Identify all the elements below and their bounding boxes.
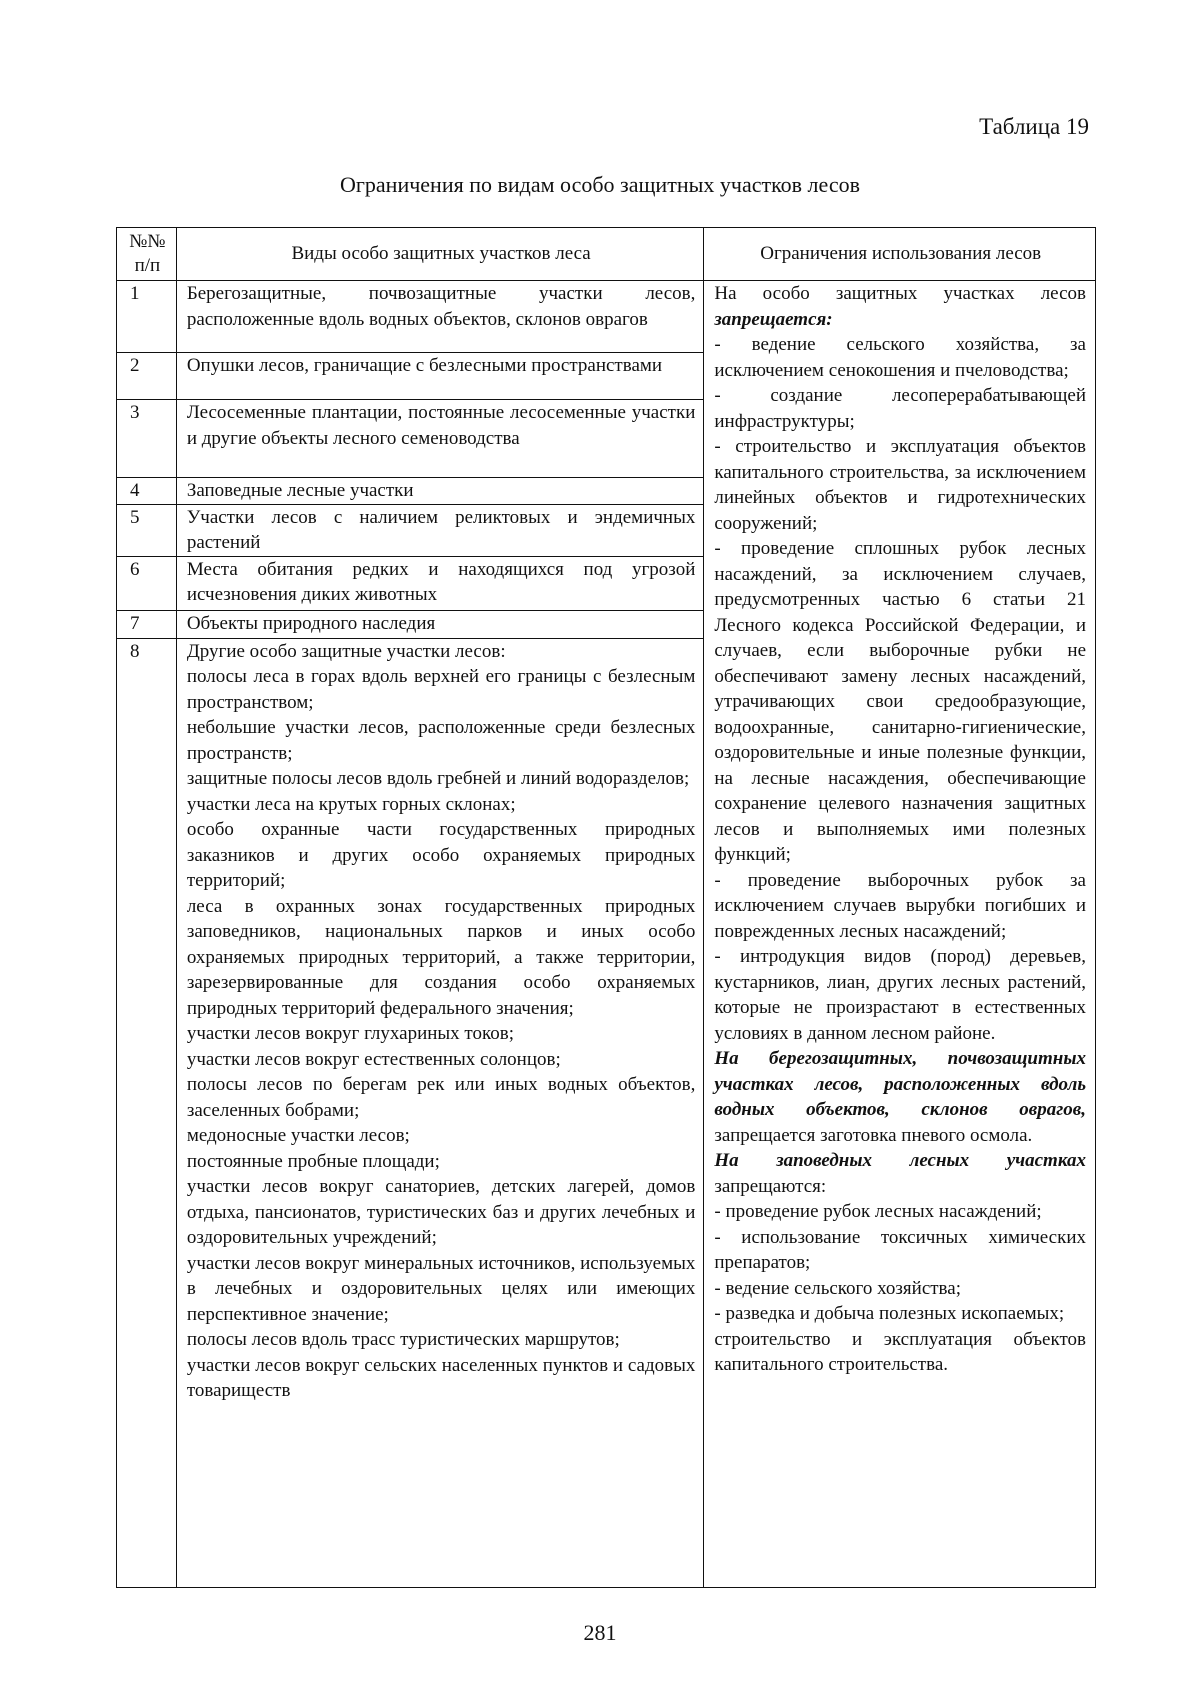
- row-number: 5: [117, 504, 177, 556]
- list-item: небольшие участки лесов, расположенные среди безлесных пространств;: [186, 717, 696, 764]
- row-number: 7: [117, 610, 177, 638]
- restriction-item: - ведение сельского хозяйства, за исключением сенокошения и пчеловодства;: [714, 334, 1086, 381]
- restriction-item: - ведение сельского хозяйства;: [714, 1277, 961, 1299]
- restriction-item: - использование токсичных химических препаратов;: [714, 1226, 1086, 1273]
- row-number: 8: [117, 638, 177, 1588]
- row-type: Берегозащитные, почвозащитные участки лесов, расположенные вдоль водных объектов, склонов оврагов: [176, 281, 704, 353]
- header-number: №№ п/п: [117, 228, 177, 281]
- list-item: участки леса на крутых горных склонах;: [186, 793, 516, 815]
- bank-restriction: На берегозащитных, почвозащитных участках лесов, расположенных вдоль водных объектов, склонов оврагов, запрещается заготовка пневого осмола.: [714, 1048, 1086, 1146]
- reserve-restriction: На заповедных лесных участках запрещаются:: [714, 1150, 1086, 1197]
- list-item: участки лесов вокруг глухариных токов;: [186, 1023, 515, 1044]
- table-caption: Таблица 19: [979, 114, 1089, 139]
- list-item: медоносные участки лесов;: [186, 1125, 410, 1146]
- row-type: Заповедные лесные участки: [176, 478, 704, 505]
- row-number: 2: [117, 353, 177, 400]
- table-header-row: [117, 228, 1096, 281]
- restriction-item: - разведка и добыча полезных ископаемых;: [714, 1303, 1065, 1324]
- reserve-heading: На заповедных лесных участках: [714, 1150, 1086, 1171]
- row-number: 1: [117, 281, 177, 353]
- header-restrictions: Ограничения использования лесов: [704, 228, 1096, 281]
- restrictions-table: [116, 227, 1096, 1588]
- restrictions-intro: На особо защитных участках лесов запрещается:: [714, 283, 1086, 330]
- table-row: [117, 281, 1096, 353]
- restriction-item: - интродукция видов (пород) деревьев, кустарников, лиан, других лесных растений, которые не произрастают в естественных условиях в данном лесном районе.: [714, 946, 1086, 1044]
- bank-heading: На берегозащитных, почвозащитных участках лесов, расположенных вдоль водных объектов, склонов оврагов,: [714, 1048, 1086, 1120]
- table-title: Ограничения по видам особо защитных участков лесов: [340, 172, 860, 197]
- restriction-item: - создание лесоперерабатывающей инфраструктуры;: [714, 385, 1086, 432]
- list-item: постоянные пробные площади;: [186, 1150, 440, 1172]
- list-item: полосы леса в горах вдоль верхней его границы с безлесным пространством;: [186, 666, 696, 713]
- row-type: Участки лесов с наличием реликтовых и эндемичных растений: [176, 504, 704, 556]
- row-type: Опушки лесов, граничащие с безлесными пространствами: [176, 353, 704, 400]
- row-type: Лесосеменные плантации, постоянные лесосеменные участки и другие объекты лесного семеноводства: [176, 400, 704, 478]
- restrictions-cell: [704, 281, 1096, 1588]
- list-item: участки лесов вокруг минеральных источников, используемых в лечебных и оздоровительных целях или имеющих перспективное значение;: [186, 1252, 696, 1325]
- row-type-list: [176, 638, 704, 1588]
- restriction-item: - проведение сплошных рубок лесных насаждений, за исключением случаев, предусмотренных частью 6 статьи 21 Лесного кодекса Российской Федерации, и случаев, если выборочные рубки не обеспечивают замену лесных насаждений, утрачивающих свои средообразующие, водоохранные, санитарно-гигиенические, оздоровительные и иные полезные функции, на лесные насаждения, обеспечивающие сохранение целевого назначения защитных лесов и выполняемых ими полезных функций;: [714, 538, 1086, 865]
- row-number: 3: [117, 400, 177, 478]
- page-number: 281: [583, 1620, 617, 1645]
- list-item: полосы лесов вдоль трасс туристических маршрутов;: [186, 1329, 620, 1350]
- row-type: Объекты природного наследия: [176, 610, 704, 638]
- restriction-item: - проведение выборочных рубок за исключением случаев вырубки погибших и поврежденных лесных насаждений;: [714, 869, 1086, 942]
- restriction-item: - проведение рубок лесных насаждений;: [714, 1201, 1042, 1222]
- list-item: участки лесов вокруг сельских населенных пунктов и садовых товариществ: [186, 1354, 696, 1401]
- list-item: особо охранные части государственных природных заказников и других особо охраняемых природных территорий;: [186, 819, 696, 891]
- list-item: защитные полосы лесов вдоль гребней и линий водоразделов;: [186, 768, 690, 789]
- restrictions-intro-bold: запрещается:: [714, 308, 833, 330]
- list-item: леса в охранных зонах государственных природных заповедников, национальных парков и иных особо охраняемых природных территорий, а также территории, зарезервированные для создания особо охраняемых природных территорий федерального значения;: [186, 895, 696, 1019]
- list-item: участки лесов вокруг санаториев, детских лагерей, домов отдыха, пансионатов, туристических баз и других лечебных и оздоровительных учреждений;: [186, 1176, 696, 1248]
- row-number: 4: [117, 478, 177, 505]
- list-item: Другие особо защитные участки лесов:: [186, 640, 506, 662]
- row-number: 6: [117, 556, 177, 610]
- header-types: Виды особо защитных участков леса: [176, 228, 704, 281]
- restriction-item: - строительство и эксплуатация объектов капитального строительства, за исключением линейных объектов и гидротехнических сооружений;: [714, 436, 1086, 534]
- restriction-item: строительство и эксплуатация объектов капитального строительства.: [714, 1328, 1086, 1375]
- list-item: полосы лесов по берегам рек или иных водных объектов, заселенных бобрами;: [186, 1074, 696, 1121]
- row-type: Места обитания редких и находящихся под угрозой исчезновения диких животных: [176, 556, 704, 610]
- list-item: участки лесов вокруг естественных солонцов;: [186, 1048, 561, 1070]
